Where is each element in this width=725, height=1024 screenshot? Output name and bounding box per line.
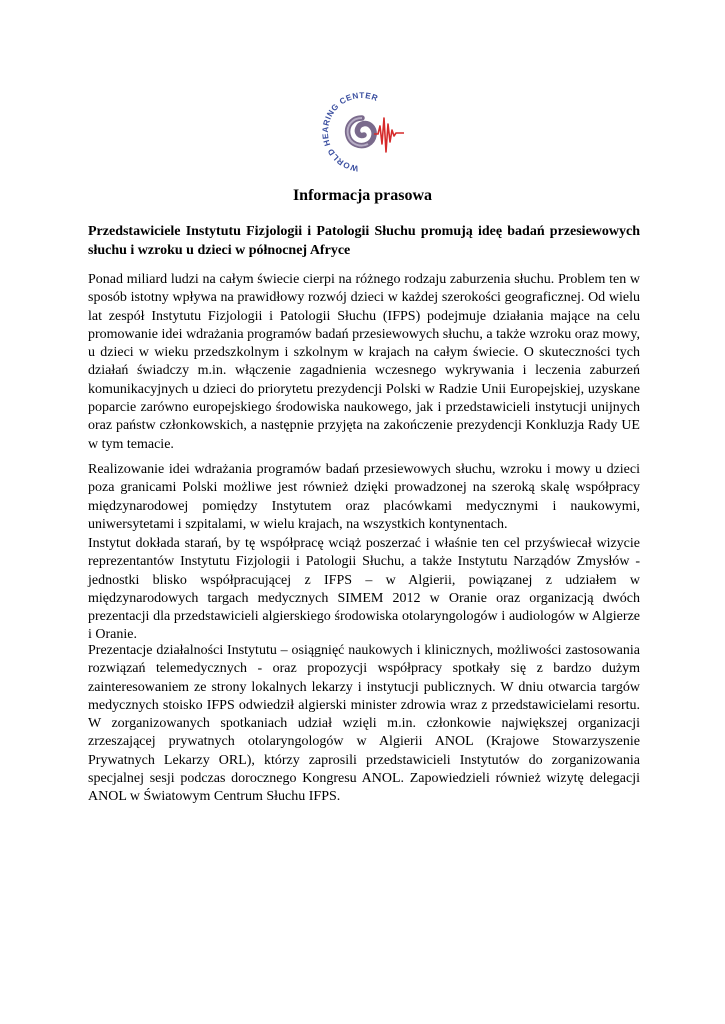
logo-graphic (308, 78, 416, 186)
body-paragraph-3: Instytut dokłada starań, by tę współpracę wciąż poszerzać i właśnie ten cel przyświecał wizycie reprezentantów Instytutu Fizjologii i Patologii Słuchu, a także Instytutu Narządów Zmysłów - jednostki blisko współpracującej z IFPS – w Algierii, powiązanej z udziałem w międzynarodowych targach medycznych SIMEM 2012 w Oranie oraz organizacją dwóch prezentacji dla przedstawicieli algierskiego środowiska otolaryngologów i audiologów w Algierze i Oranie. (88, 536, 640, 643)
body-paragraph-2: Realizowanie idei wdrażania programów badań przesiewowych słuchu, wzroku i mowy u dzieci poza granicami Polski możliwe jest również dzięki prowadzonej na szeroką skalę współpracy międzynarodowej pomiędzy Instytutem oraz placówkami medycznymi i naukowymi, uniwersytetami i szpitalami, w wielu krajach, na wszystkich kontynentach. (88, 462, 640, 532)
world-hearing-center-logo (308, 78, 416, 186)
press-subtitle: Przedstawiciele Instytutu Fizjologii i Patologii Słuchu promują ideę badań przesiewowych słuchu i wzroku u dzieci w północnej Afryce (88, 224, 640, 258)
logo-arc-text: WORLD HEARING CENTER (320, 90, 380, 173)
body-paragraph-4: Prezentacje działalności Instytutu – osiągnięć naukowych i klinicznych, możliwości zastosowania rozwiązań telemedycznych - oraz propozycji współpracy spotkały się z bardzo dużym zainteresowaniem ze strony lokalnych lekarzy i instytucji publicznych. W dniu otwarcia targów medycznych stoisko IFPS odwiedził algierski minister zdrowia wraz z przedstawicielami resortu. W zorganizowanych spotkaniach udział wzięli m.in. członkowie największej organizacji zrzeszającej prywatnych otolaryngologów w Algierii ANOL (Krajowe Stowarzyszenie Prywatnych Lekarzy ORL), którzy zaprosili przedstawicieli Instytutów do zorganizowania specjalnej sesji podczas dorocznego Kongresu ANOL. Zapowiedzieli również wizytę delegacji ANOL w Światowym Centrum Słuchu IFPS. (88, 643, 640, 805)
body-paragraph-1: Ponad miliard ludzi na całym świecie cierpi na różnego rodzaju zaburzenia słuchu. Problem ten w sposób istotny wpływa na prawidłowy rozwój dzieci w każdej szerokości geograficznej. Od wielu lat zespół Instytutu Fizjologii i Patologii Słuchu (IFPS) podejmuje działania mające na celu promowanie idei wdrażania programów badań przesiewowych słuchu, a także wzroku oraz mowy, u dzieci w wieku przedszkolnym i szkolnym w krajach na całym świecie. O skuteczności tych działań świadczy m.in. włączenie zagadnienia wczesnego wykrywania i leczenia zaburzeń komunikacyjnych u dzieci do priorytetu prezydencji Polski w Radzie Unii Europejskiej, uzyskane poparcie zarówno europejskiego środowiska naukowego, jak i przedstawicieli instytucji unijnych oraz państw członkowskich, a następnie przyjęta na zakończenie prezydencji Konkluzja Rady UE w tym temacie. (88, 272, 640, 452)
logo-waveform (374, 118, 404, 152)
page-title: Informacja prasowa (292, 187, 433, 204)
